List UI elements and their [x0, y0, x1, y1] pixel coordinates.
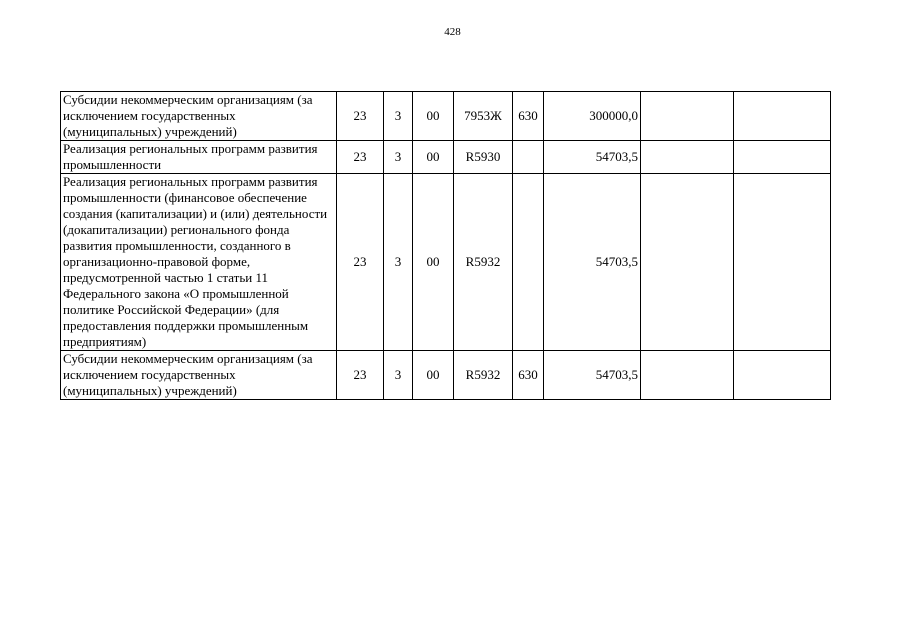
cell-target-article: R5932: [454, 174, 513, 351]
cell-subsection: 00: [413, 92, 454, 141]
cell-ministry-code: 23: [337, 141, 384, 174]
cell-section: 3: [384, 174, 413, 351]
cell-ministry-code: 23: [337, 174, 384, 351]
table-row: [61, 92, 831, 141]
cell-target-article: R5932: [454, 351, 513, 400]
cell-name: Субсидии некоммерческим организациям (за исключением государственных (муниципальных) учреждений): [61, 351, 337, 400]
cell-ministry-code: 23: [337, 92, 384, 141]
cell-empty: [641, 174, 734, 351]
budget-table-body: [61, 92, 831, 400]
cell-ministry-code: 23: [337, 351, 384, 400]
cell-expense-kind: [513, 174, 544, 351]
table-row: [61, 174, 831, 351]
cell-target-article: 7953Ж: [454, 92, 513, 141]
cell-name: Субсидии некоммерческим организациям (за исключением государственных (муниципальных) учреждений): [61, 92, 337, 141]
cell-amount: 54703,5: [544, 174, 641, 351]
cell-section: 3: [384, 141, 413, 174]
cell-name: Реализация региональных программ развития промышленности: [61, 141, 337, 174]
cell-target-article: R5930: [454, 141, 513, 174]
page-number: 428: [444, 26, 461, 38]
cell-subsection: 00: [413, 351, 454, 400]
cell-empty: [641, 92, 734, 141]
cell-empty: [734, 92, 831, 141]
table-row: [61, 141, 831, 174]
cell-amount: 54703,5: [544, 351, 641, 400]
cell-empty: [734, 141, 831, 174]
cell-expense-kind: [513, 141, 544, 174]
cell-empty: [641, 351, 734, 400]
cell-empty: [641, 141, 734, 174]
cell-amount: 300000,0: [544, 92, 641, 141]
cell-section: 3: [384, 351, 413, 400]
cell-amount: 54703,5: [544, 141, 641, 174]
cell-expense-kind: 630: [513, 92, 544, 141]
cell-empty: [734, 351, 831, 400]
cell-subsection: 00: [413, 174, 454, 351]
table-row: [61, 351, 831, 400]
budget-table: [60, 91, 831, 400]
cell-empty: [734, 174, 831, 351]
cell-expense-kind: 630: [513, 351, 544, 400]
cell-subsection: 00: [413, 141, 454, 174]
cell-section: 3: [384, 92, 413, 141]
cell-name: Реализация региональных программ развития промышленности (финансовое обеспечение создания (капитализации) и (или) деятельности (докапитализации) регионального фонда развития промышленности, созданного в организационно-правовой форме, предусмотренной частью 1 статьи 11 Федерального закона «О промышленной политике Российской Федерации» (для предоставления поддержки промышленным предприятиям): [61, 174, 337, 351]
